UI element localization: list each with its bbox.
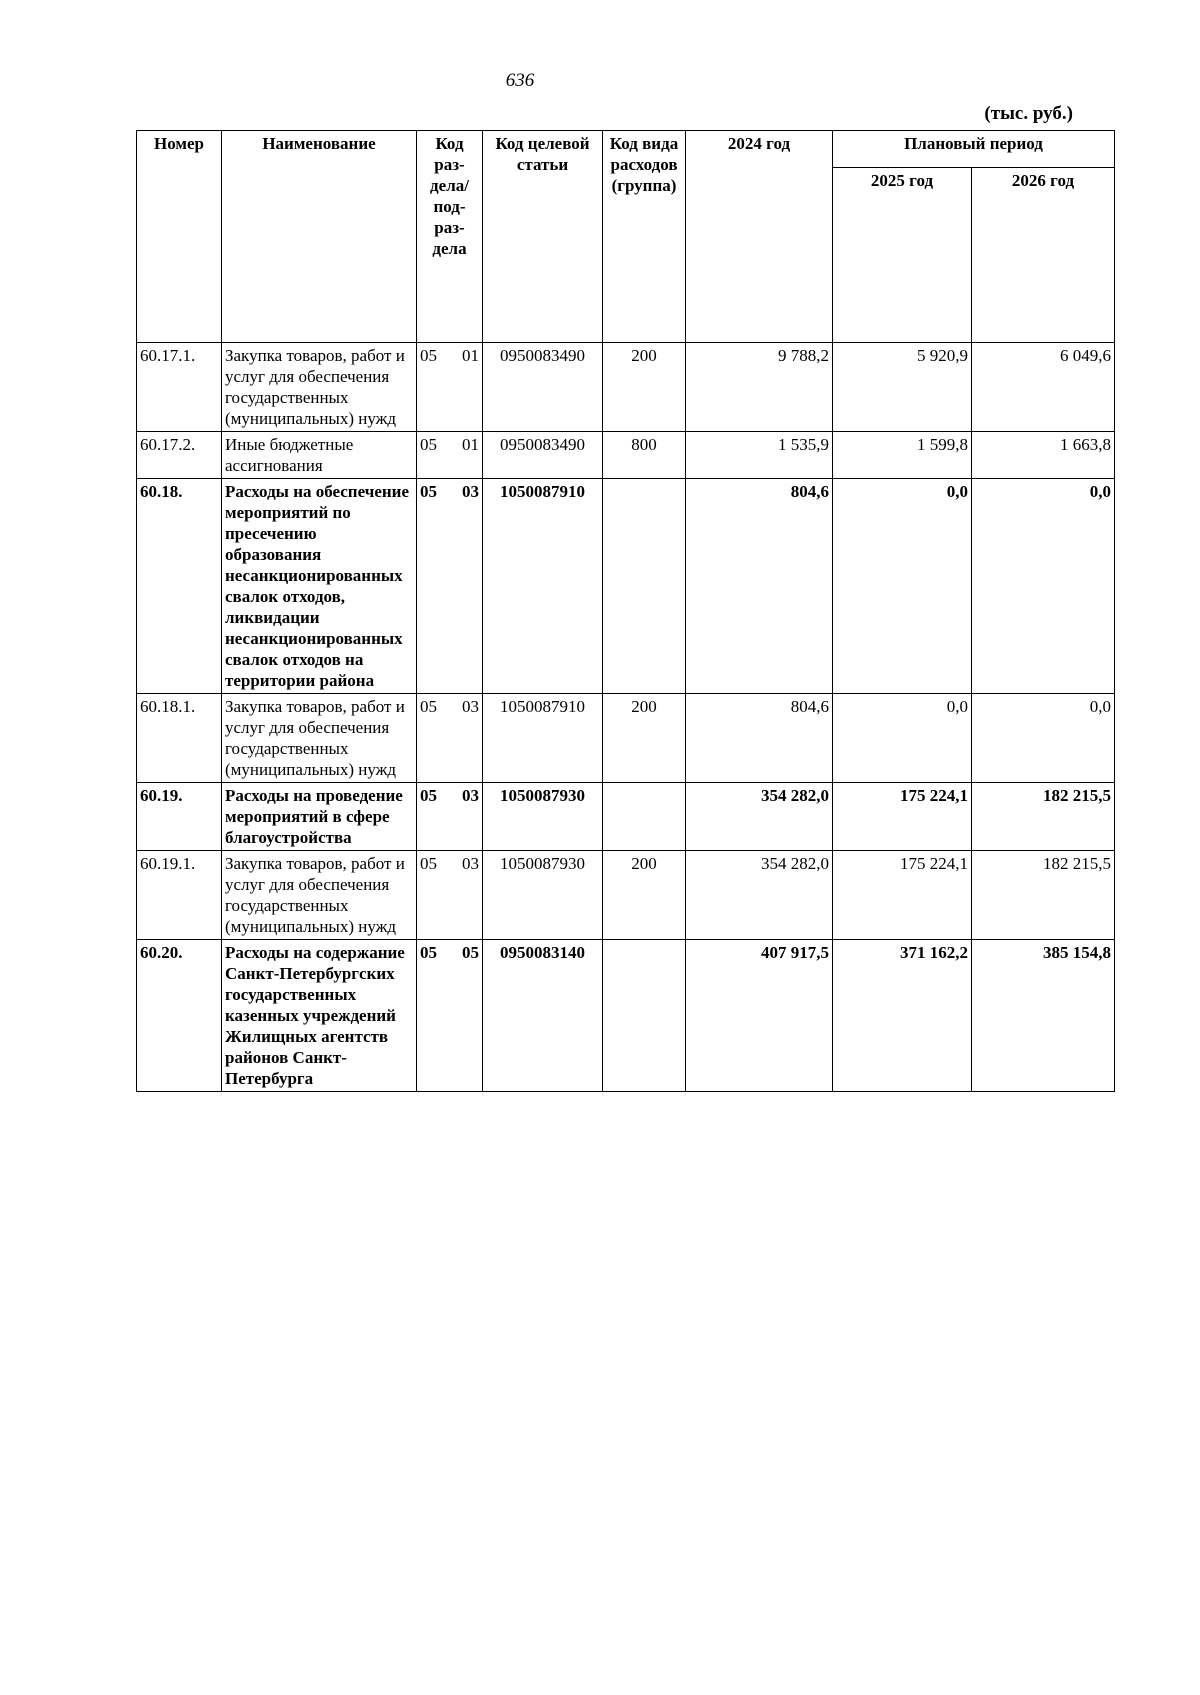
table-row	[137, 432, 1115, 479]
row-name: Закупка товаров, работ и услуг для обеспечения государственных (муниципальных) нужд	[222, 851, 417, 940]
row-2026: 0,0	[972, 694, 1115, 783]
table-row	[137, 343, 1115, 432]
row-number: 60.17.2.	[137, 432, 222, 479]
row-2024: 407 917,5	[686, 940, 833, 1092]
row-expense	[603, 940, 686, 1092]
row-number: 60.18.	[137, 479, 222, 694]
row-2026: 182 215,5	[972, 783, 1115, 851]
row-2026: 0,0	[972, 479, 1115, 694]
row-expense: 200	[603, 343, 686, 432]
row-name: Закупка товаров, работ и услуг для обеспечения государственных (муниципальных) нужд	[222, 694, 417, 783]
row-2024: 804,6	[686, 479, 833, 694]
col-header-2026: 2026 год	[972, 168, 1115, 343]
header-row-top	[137, 131, 1115, 168]
row-target: 1050087910	[483, 694, 603, 783]
subsection-code: 01	[462, 346, 479, 365]
col-header-2024: 2024 год	[686, 131, 833, 343]
col-header-section-label: Код раз- дела/ под- раз- дела	[430, 134, 469, 258]
subsection-code: 01	[462, 435, 479, 454]
row-2025: 371 162,2	[833, 940, 972, 1092]
row-target: 1050087910	[483, 479, 603, 694]
col-header-2025: 2025 год	[833, 168, 972, 343]
row-expense	[603, 783, 686, 851]
col-header-section	[417, 131, 483, 343]
row-section	[417, 479, 483, 694]
row-2025: 0,0	[833, 479, 972, 694]
col-header-expense: Код вида расходов (группа)	[603, 131, 686, 343]
row-2025: 1 599,8	[833, 432, 972, 479]
table-row	[137, 851, 1115, 940]
subsection-code: 03	[462, 854, 479, 873]
row-expense: 200	[603, 851, 686, 940]
row-2024: 1 535,9	[686, 432, 833, 479]
row-expense	[603, 479, 686, 694]
page-number: 636	[505, 70, 535, 91]
row-number: 60.17.1.	[137, 343, 222, 432]
row-name: Иные бюджетные ассигнования	[222, 432, 417, 479]
table-row	[137, 694, 1115, 783]
row-2025: 175 224,1	[833, 851, 972, 940]
table-row	[137, 479, 1115, 694]
row-name: Закупка товаров, работ и услуг для обеспечения государственных (муниципальных) нужд	[222, 343, 417, 432]
row-target: 1050087930	[483, 851, 603, 940]
col-header-name: Наименование	[222, 131, 417, 343]
row-2026: 182 215,5	[972, 851, 1115, 940]
row-number: 60.19.	[137, 783, 222, 851]
table-row	[137, 783, 1115, 851]
section-code: 05	[420, 854, 437, 873]
row-number: 60.20.	[137, 940, 222, 1092]
row-2025: 0,0	[833, 694, 972, 783]
row-section	[417, 343, 483, 432]
row-name: Расходы на содержание Санкт-Петербургских государственных казенных учреждений Жилищных агентств районов Санкт-Петербурга	[222, 940, 417, 1092]
row-section	[417, 694, 483, 783]
units-label: (тыс. руб.)	[984, 103, 1073, 124]
row-expense: 200	[603, 694, 686, 783]
col-header-target: Код целевой статьи	[483, 131, 603, 343]
row-expense: 800	[603, 432, 686, 479]
section-code: 05	[420, 346, 437, 365]
subsection-code: 03	[462, 697, 479, 716]
col-header-number: Номер	[137, 131, 222, 343]
row-2026: 6 049,6	[972, 343, 1115, 432]
row-2024: 354 282,0	[686, 851, 833, 940]
row-target: 0950083490	[483, 432, 603, 479]
row-2024: 354 282,0	[686, 783, 833, 851]
row-section	[417, 940, 483, 1092]
budget-table	[136, 130, 1115, 1092]
row-name: Расходы на проведение мероприятий в сфере благоустройства	[222, 783, 417, 851]
row-target: 0950083490	[483, 343, 603, 432]
col-header-plan-period: Плановый период	[833, 131, 1115, 168]
table-row	[137, 940, 1115, 1092]
subsection-code: 03	[462, 786, 479, 805]
section-code: 05	[420, 943, 437, 962]
row-2024: 804,6	[686, 694, 833, 783]
row-2024: 9 788,2	[686, 343, 833, 432]
subsection-code: 03	[462, 482, 479, 501]
row-section	[417, 851, 483, 940]
row-2026: 385 154,8	[972, 940, 1115, 1092]
section-code: 05	[420, 435, 437, 454]
section-code: 05	[420, 482, 437, 501]
row-number: 60.19.1.	[137, 851, 222, 940]
row-section	[417, 783, 483, 851]
section-code: 05	[420, 786, 437, 805]
row-2025: 5 920,9	[833, 343, 972, 432]
subsection-code: 05	[462, 943, 479, 962]
row-2026: 1 663,8	[972, 432, 1115, 479]
row-target: 1050087930	[483, 783, 603, 851]
row-target: 0950083140	[483, 940, 603, 1092]
row-number: 60.18.1.	[137, 694, 222, 783]
row-name: Расходы на обеспечение мероприятий по пресечению образования несанкционированных свалок отходов, ликвидации несанкционированных свалок отходов на территории района	[222, 479, 417, 694]
row-section	[417, 432, 483, 479]
section-code: 05	[420, 697, 437, 716]
row-2025: 175 224,1	[833, 783, 972, 851]
